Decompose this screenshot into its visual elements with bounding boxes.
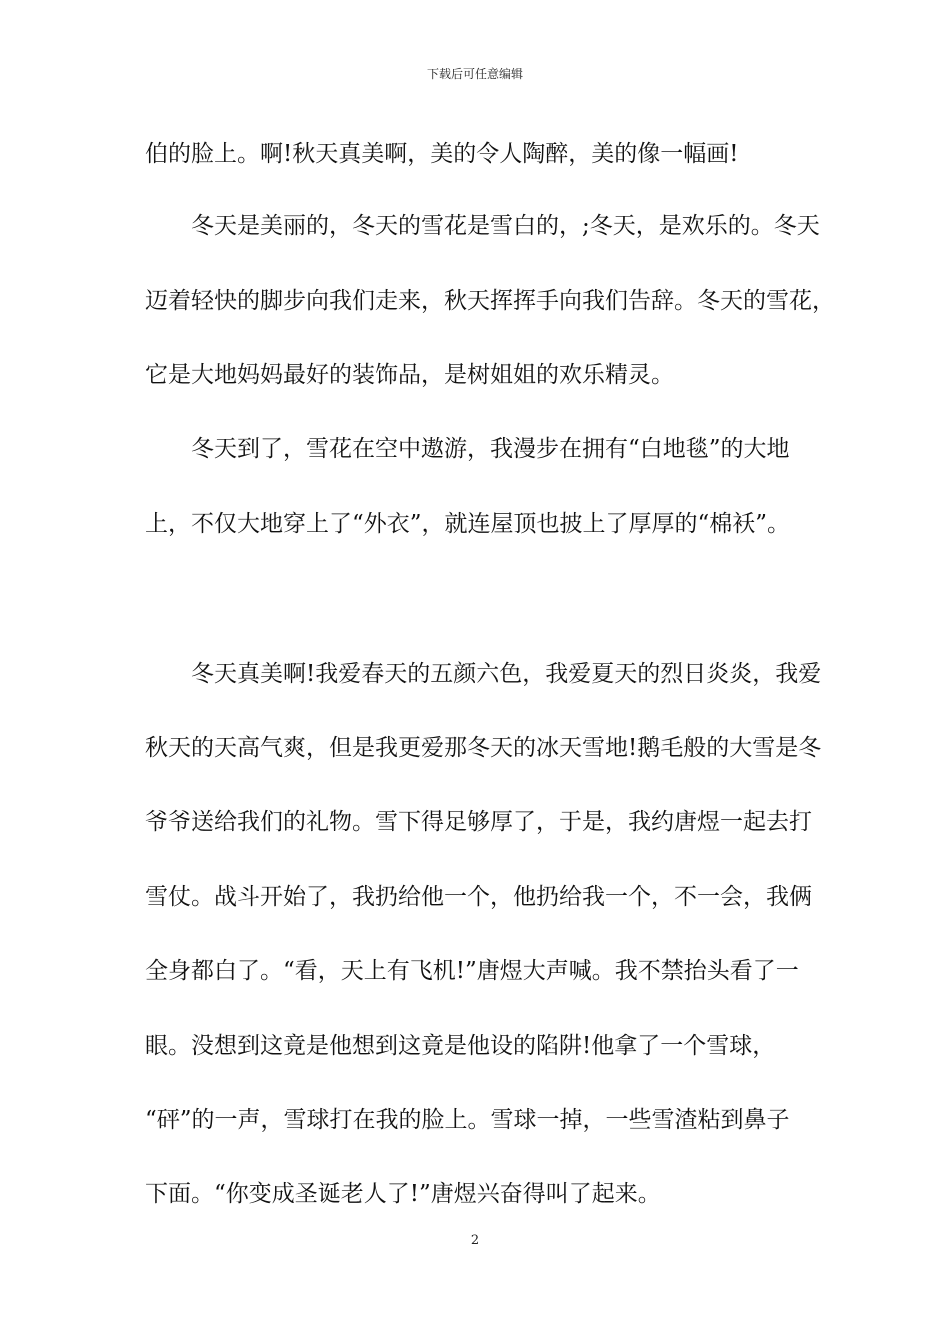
page-header: 下载后可任意编辑 <box>426 67 523 81</box>
body-line: 上，不仅大地穿上了“外衣”，就连屋顶也披上了厚厚的“棉袄”。 <box>145 511 791 537</box>
body-line: 迈着轻快的脚步向我们走来，秋天挥挥手向我们告辞。冬天的雪花， <box>145 288 835 314</box>
body-line: “砰”的一声，雪球打在我的脸上。雪球一掉，一些雪渣粘到鼻子 <box>145 1107 790 1133</box>
paragraph-first-line: 冬天是美丽的，冬天的雪花是雪白的，;冬天，是欢乐的。冬天 <box>191 213 820 239</box>
body-line: 雪仗。战斗开始了，我扔给他一个，他扔给我一个，不一会，我俩 <box>145 884 812 910</box>
page-number: 2 <box>470 1233 480 1248</box>
body-line: 它是大地妈妈最好的装饰品，是树姐姐的欢乐精灵。 <box>145 362 674 388</box>
body-line: 下面。“你变成圣诞老人了!”唐煜兴奋得叫了起来。 <box>145 1181 661 1207</box>
paragraph-first-line: 冬天到了，雪花在空中遨游，我漫步在拥有“白地毯”的大地 <box>191 436 790 462</box>
body-line: 眼。没想到这竟是他想到这竟是他设的陷阱!他拿了一个雪球， <box>145 1033 776 1059</box>
paragraph-first-line: 冬天真美啊!我爱春天的五颜六色，我爱夏天的烈日炎炎，我爱 <box>191 661 822 687</box>
body-line: 秋天的天高气爽，但是我更爱那冬天的冰天雪地!鹅毛般的大雪是冬 <box>145 735 822 761</box>
body-line: 爷爷送给我们的礼物。雪下得足够厚了，于是，我约唐煜一起去打 <box>145 809 812 835</box>
body-line: 伯的脸上。啊!秋天真美啊，美的令人陶醉，美的像一幅画! <box>145 141 739 167</box>
body-line: 全身都白了。“看，天上有飞机!”唐煜大声喊。我不禁抬头看了一 <box>145 958 799 984</box>
